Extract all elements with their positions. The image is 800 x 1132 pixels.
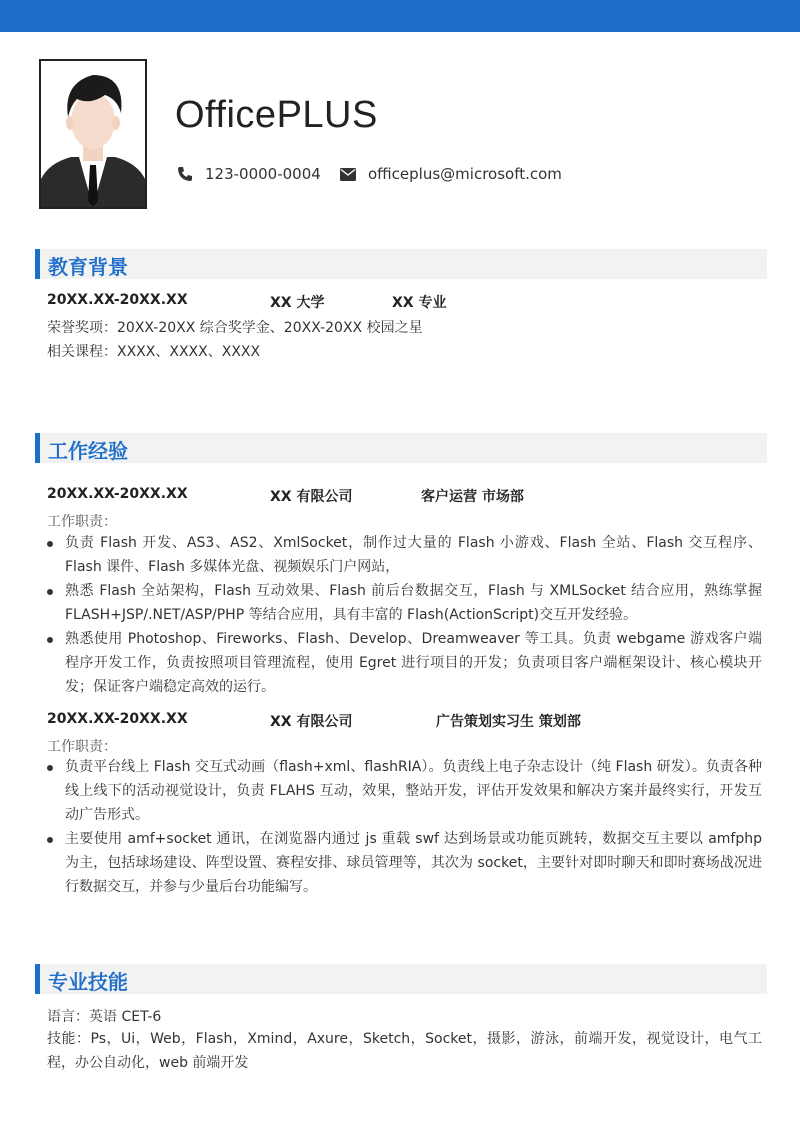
email-address: officeplus@microsoft.com — [368, 165, 562, 183]
job-role: 客户运营 市场部 — [421, 489, 524, 505]
duty-item: 负责平台线上 Flash 交互式动画（flash+xml、flashRIA）。负责线上电子杂志设计（纯 Flash 研发）。负责各种线上线下的活动视觉设计，负责 FLAHS 互动，效果，整站开发，评估开发效果和解决方案并最终实行，开发互动广告形式。 — [65, 759, 762, 823]
skill-tech: 技能：Ps，Ui，Web，Flash，Xmind，Axure，Sketch，Socket，摄影，游泳，前端开发，视觉设计，电气工程，办公自动化，web 前端开发 — [47, 1031, 762, 1071]
job-company: XX 有限公司 — [270, 489, 353, 505]
education-courses: 相关课程：XXXX、XXXX、XXXX — [47, 344, 261, 360]
section-accent — [35, 433, 40, 463]
email-contact — [340, 165, 562, 183]
section-title: 工作经验 — [48, 439, 128, 463]
phone-contact — [177, 165, 321, 183]
section-accent — [35, 964, 40, 994]
section-skills — [35, 964, 767, 994]
duty-label: 工作职责： — [47, 739, 117, 755]
duty-item: 负责 Flash 开发、AS3、AS2、XmlSocket，制作过大量的 Flash 小游戏、Flash 全站、Flash 交互程序、Flash 课件、Flash 多媒体光盘、视频娱乐门户网站， — [65, 535, 762, 575]
duty-item: 熟悉使用 Photoshop、Fireworks、Flash、Develop、Dreamweaver 等工具。负责 webgame 游戏客户端程序开发工作，负责按照项目管理流程，使用 Egret 进行项目的开发；负责项目客户端框架设计、核心模块开发；保证客户端稳定高效的运行。 — [65, 631, 762, 695]
bullet-dot — [47, 589, 53, 595]
section-title: 专业技能 — [48, 970, 128, 994]
education-major: XX 专业 — [392, 295, 447, 311]
duty-item: 主要使用 amf+socket 通讯，在浏览器内通过 js 重载 swf 达到场景或功能页跳转，数据交互主要以 amfphp 为主，包括球场建设、阵型设置、赛程安排、球员管理等，其次为 socket，主要针对即时聊天和即时赛场战况进行数据交互，并参与少量后台功能编写。 — [65, 831, 762, 895]
section-work — [35, 433, 767, 463]
section-education — [35, 249, 767, 279]
duty-label: 工作职责： — [47, 514, 117, 530]
profile-photo — [39, 59, 147, 209]
avatar-illustration — [41, 61, 145, 207]
mail-icon — [340, 168, 356, 181]
section-title: 教育背景 — [48, 255, 128, 279]
job-period: 20XX.XX-20XX.XX — [47, 486, 188, 502]
phone-icon — [177, 166, 193, 182]
job-role: 广告策划实习生 策划部 — [436, 714, 581, 730]
top-accent-bar — [0, 0, 800, 32]
bullet-dot — [47, 637, 53, 643]
duty-item: 熟悉 Flash 全站架构，Flash 互动效果、Flash 前后台数据交互，Flash 与 XMLSocket 结合应用，熟练掌握 FLASH+JSP/.NET/ASP/PHP 等结合应用，具有丰富的 Flash(ActionScript)交互开发经验。 — [65, 583, 762, 623]
job-company: XX 有限公司 — [270, 714, 353, 730]
bullet-dot — [47, 837, 53, 843]
candidate-name: OfficePLUS — [175, 94, 378, 136]
bullet-dot — [47, 765, 53, 771]
job-period: 20XX.XX-20XX.XX — [47, 711, 188, 727]
education-school: XX 大学 — [270, 295, 325, 311]
phone-number: 123-0000-0004 — [205, 165, 321, 183]
bullet-dot — [47, 541, 53, 547]
education-period: 20XX.XX-20XX.XX — [47, 292, 188, 308]
skill-language: 语言：英语 CET-6 — [47, 1009, 162, 1025]
education-honors: 荣誉奖项：20XX-20XX 综合奖学金、20XX-20XX 校园之星 — [47, 320, 423, 336]
section-accent — [35, 249, 40, 279]
